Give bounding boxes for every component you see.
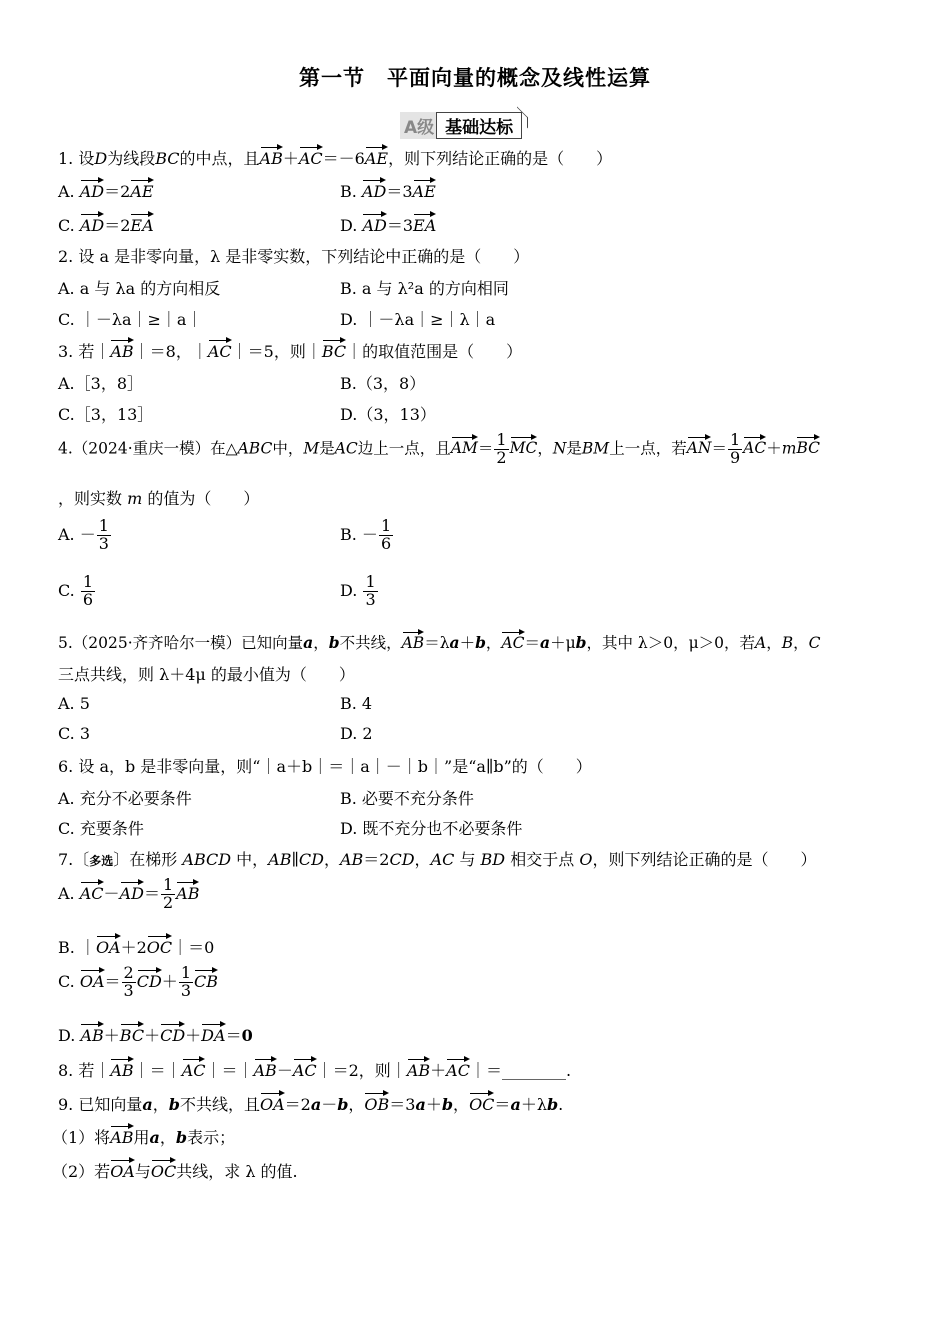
q5-option-a[interactable]: A. 5 [58,694,90,713]
vector-ab: AB [260,144,283,168]
q1-option-c[interactable]: C. AD＝2EA [58,211,154,236]
q4-option-c[interactable]: C. $\frac{1}{6}$ [58,572,94,609]
question-7: 7.〔多选〕在梯形 ABCD 中，AB∥CD，AB＝2CD，AC 与 BD 相交于点 O，则下列结论正确的是（ ） [58,850,817,869]
question-4: 4.（2024·重庆一模）在△ABC中，M是AC边上一点，且AM＝ $\frac{1}{2}$ MC，N是BM上一点，若AN＝ $\frac{1}{9}$ AC＋mBC [58,430,820,467]
q2-option-d[interactable]: D. ｜－λa｜≥｜λ｜a [340,310,496,329]
q5-option-b[interactable]: B. 4 [340,694,373,713]
q1-option-b[interactable]: B. AD＝3AE [340,177,436,202]
question-3: 3. 若｜AB｜＝8，｜AC｜＝5，则｜BC｜的取值范围是（ ） [58,337,522,362]
question-4-line2: ，则实数 m 的值为（ ） [58,489,260,508]
q7-option-c[interactable]: C. OA＝ $\frac{2}{3}$ CD＋ $\frac{1}{3}$ CB [58,963,218,1000]
question-1: 1. 设D为线段BC的中点，且AB＋AC＝－6AE，则下列结论正确的是（ ） [58,144,612,169]
q4-option-a[interactable]: A. － $\frac{1}{3}$ [58,516,109,553]
q6-option-d[interactable]: D. 既不充分也不必要条件 [340,819,523,838]
q2-option-a[interactable]: A. a 与 λa 的方向相反 [58,279,221,298]
q3-option-a[interactable]: A.［3，8］ [58,374,144,393]
q4-option-d[interactable]: D. $\frac{1}{3}$ [340,572,376,609]
vector-ac: AC [299,144,323,168]
q5-option-d[interactable]: D. 2 [340,724,373,743]
q7-option-a[interactable]: A. AC－AD＝ $\frac{1}{2}$ AB [58,875,200,912]
multi-choice-tag: 多选 [89,854,114,868]
question-5-line2: 三点共线，则 λ＋4μ 的最小值为（ ） [58,665,355,684]
q7-option-b[interactable]: B. ｜OA＋2OC｜＝0 [58,933,214,958]
q6-option-a[interactable]: A. 充分不必要条件 [58,789,192,808]
q6-option-b[interactable]: B. 必要不充分条件 [340,789,474,808]
q5-option-c[interactable]: C. 3 [58,724,91,743]
question-9: 9. 已知向量a，b不共线，且OA＝2a－b，OB＝3a＋b，OC＝a＋λb. [58,1090,563,1115]
q3-option-d[interactable]: D.（3，13） [340,405,436,424]
q2-option-b[interactable]: B. a 与 λ²a 的方向相同 [340,279,509,298]
question-5: 5.（2025·齐齐哈尔一模）已知向量a，b不共线，AB＝λa＋b，AC＝a＋μb，其中 λ＞0，μ＞0，若A，B，C [58,629,821,653]
q7-option-d[interactable]: D. AB＋BC＋CD＋DA＝0 [58,1021,253,1046]
q6-option-c[interactable]: C. 充要条件 [58,819,144,838]
section-badge [400,112,522,138]
question-9-part-1: （1）将AB用a，b表示； [52,1123,235,1148]
level-label: A级 [400,112,438,139]
q4-option-b[interactable]: B. － $\frac{1}{6}$ [340,516,392,553]
section-name: 基础达标 [436,112,522,139]
q2-option-c[interactable]: C. ｜－λa｜≥｜a｜ [58,310,203,329]
question-9-part-2: （2）若OA与OC共线，求 λ 的值. [52,1157,298,1182]
q1-option-a[interactable]: A. AD＝2AE [58,177,154,202]
question-2: 2. 设 a 是非零向量，λ 是非零实数，下列结论中正确的是（ ） [58,247,530,266]
q3-option-c[interactable]: C.［3，13］ [58,405,154,424]
q1-option-d[interactable]: D. AD＝3EA [340,211,436,236]
page-title: 第一节 平面向量的概念及线性运算 [299,66,651,90]
vector-ae: AE [365,144,388,168]
question-6: 6. 设 a，b 是非零向量，则“｜a＋b｜＝｜a｜－｜b｜”是“a∥b”的（ ） [58,757,592,776]
question-8: 8. 若｜AB｜＝｜AC｜＝｜AB－AC｜＝2，则｜AB＋AC｜＝________. [58,1056,571,1081]
q3-option-b[interactable]: B.（3，8） [340,374,426,393]
